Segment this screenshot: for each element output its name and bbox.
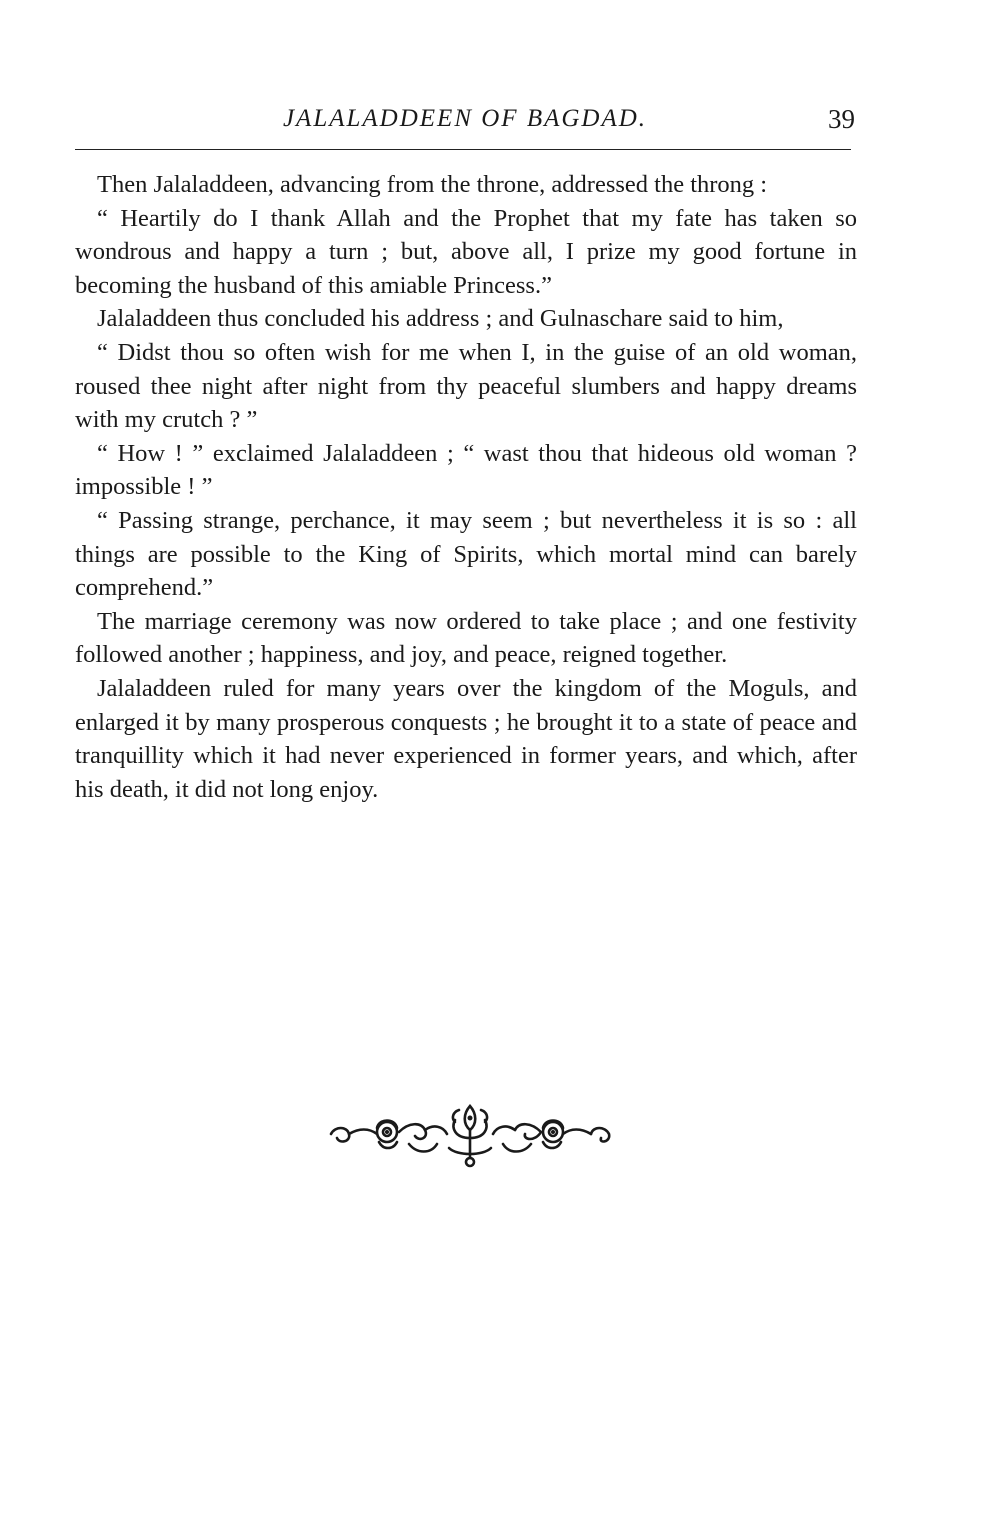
paragraph-1: Then Jalaladdeen, advancing from the throne, addressed the throng :: [97, 171, 768, 198]
paragraph-2: “ Heartily do I thank Allah and the Prophet that my fate has taken so wondrous and happy a turn ; but, above all, I prize my good fortune in becoming the husband of this amiable Princess.”: [75, 204, 857, 299]
page-number: 39: [828, 104, 855, 134]
body-text: [75, 168, 857, 806]
running-title: JALALADDEEN OF BAGDAD.: [282, 105, 648, 132]
paragraph-7: The marriage ceremony was now ordered to take place ; and one festivity followed another ; happiness, and joy, and peace, reigned together.: [75, 607, 857, 669]
paragraph-8: Jalaladdeen ruled for many years over the kingdom of the Moguls, and enlarged it by many prosperous conquests ; he brought it to a state of peace and tranquillity which it had never experienced in former years, and which, after his death, it did not long enjoy.: [75, 674, 857, 803]
paragraph-6: “ Passing strange, perchance, it may seem ; but nevertheless it is so : all things are possible to the King of Spirits, which mortal mind can barely comprehend.”: [75, 506, 857, 602]
paragraph-4: “ Didst thou so often wish for me when I, in the guise of an old woman, roused thee night after night from thy peaceful slumbers and happy dreams with my crutch ? ”: [75, 338, 857, 434]
header-rule: [75, 149, 851, 150]
paragraph-5: “ How ! ” exclaimed Jalaladdeen ; “ wast thou that hideous old woman ? impossible ! ”: [75, 439, 857, 501]
paragraph-3: Jalaladdeen thus concluded his address ; and Gulnaschare said to him,: [97, 305, 784, 333]
running-head: [75, 100, 855, 140]
floral-tailpiece-ornament-icon: [325, 1098, 615, 1170]
